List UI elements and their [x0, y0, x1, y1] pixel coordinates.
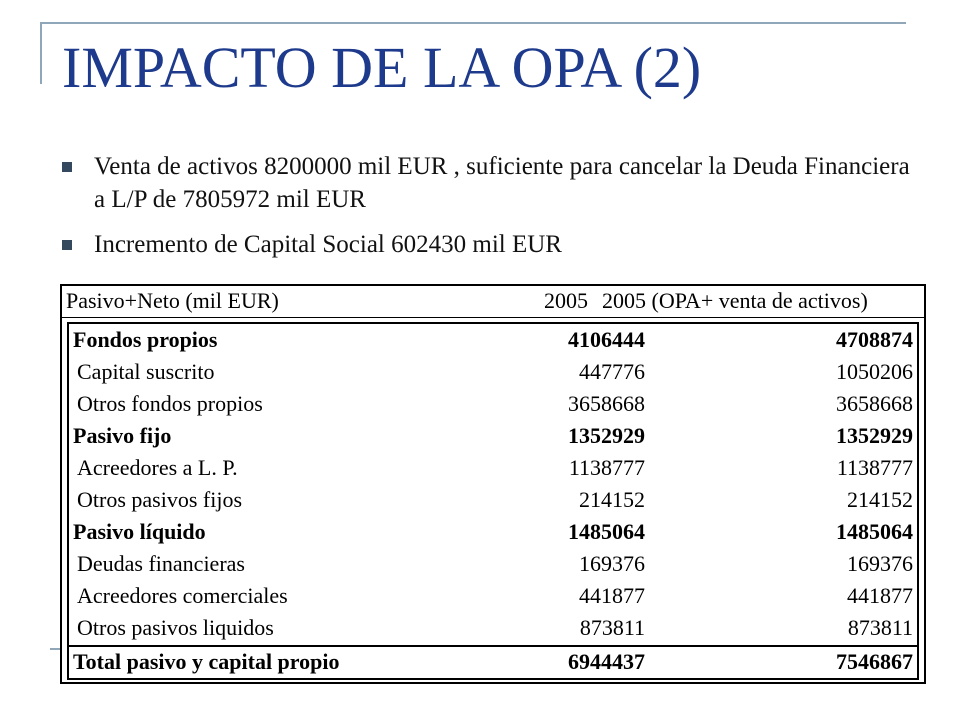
balance-table — [60, 284, 926, 684]
row-value-opa: 1485064 — [836, 519, 913, 544]
decorative-left-line — [40, 22, 42, 84]
row-value-2005: 1138777 — [568, 455, 645, 480]
table-row — [69, 646, 917, 678]
row-label: Pasivo líquido — [73, 519, 206, 544]
table-row — [69, 356, 917, 388]
bullet-text: Venta de activos 8200000 mil EUR , suficiente para cancelar la Deuda Financiera a L/P de 7805972 mil EUR — [94, 153, 910, 213]
row-value-2005: 447776 — [579, 359, 645, 384]
row-label: Otros pasivos fijos — [77, 487, 242, 512]
row-value-2005: 4106444 — [568, 327, 645, 352]
square-bullet-icon — [62, 240, 72, 250]
row-value-2005: 3658668 — [568, 391, 645, 416]
table-row — [69, 484, 917, 516]
row-value-opa: 214152 — [847, 487, 913, 512]
row-value-2005: 1352929 — [568, 423, 645, 448]
table-row — [69, 420, 917, 452]
decorative-bottom-line — [50, 648, 60, 650]
row-value-2005: 214152 — [579, 487, 645, 512]
row-value-2005: 1485064 — [568, 519, 645, 544]
row-value-opa: 3658668 — [836, 391, 913, 416]
table-row — [69, 516, 917, 548]
table-row — [69, 612, 917, 644]
table-row — [69, 324, 917, 356]
row-value-2005: 169376 — [579, 551, 645, 576]
table-row — [69, 580, 917, 612]
header-col-2005: 2005 — [544, 288, 588, 313]
table-body — [67, 322, 919, 680]
row-label: Otros pasivos liquidos — [77, 615, 274, 640]
table-header — [62, 286, 924, 318]
row-value-opa: 441877 — [847, 583, 913, 608]
table-row — [69, 452, 917, 484]
header-label: Pasivo+Neto (mil EUR) — [66, 288, 279, 313]
row-label: Acreedores comerciales — [77, 583, 288, 608]
row-label: Deudas financieras — [77, 551, 245, 576]
row-label: Otros fondos propios — [77, 391, 263, 416]
row-value-opa: 169376 — [847, 551, 913, 576]
table-row — [69, 388, 917, 420]
bullet-item — [62, 150, 922, 216]
row-value-opa: 873811 — [847, 615, 913, 640]
row-value-opa: 1138777 — [836, 455, 913, 480]
row-value-2005: 6944437 — [568, 649, 645, 674]
row-label: Total pasivo y capital propio — [73, 649, 340, 674]
row-value-opa: 1352929 — [836, 423, 913, 448]
header-col-opa: 2005 (OPA+ venta de activos) — [602, 288, 868, 313]
row-value-2005: 441877 — [579, 583, 645, 608]
table-row — [69, 548, 917, 580]
slide-title: IMPACTO DE LA OPA (2) — [62, 35, 702, 100]
decorative-top-line — [40, 22, 906, 24]
bullet-list — [62, 150, 922, 273]
bullet-item — [62, 228, 922, 261]
row-value-2005: 873811 — [579, 615, 645, 640]
row-value-opa: 1050206 — [836, 359, 913, 384]
row-label: Fondos propios — [73, 327, 218, 352]
row-value-opa: 4708874 — [836, 327, 913, 352]
square-bullet-icon — [62, 162, 72, 172]
row-label: Acreedores a L. P. — [77, 455, 238, 480]
row-value-opa: 7546867 — [836, 649, 913, 674]
row-label: Capital suscrito — [77, 359, 215, 384]
row-label: Pasivo fijo — [73, 423, 172, 448]
bullet-text: Incremento de Capital Social 602430 mil EUR — [94, 231, 562, 258]
